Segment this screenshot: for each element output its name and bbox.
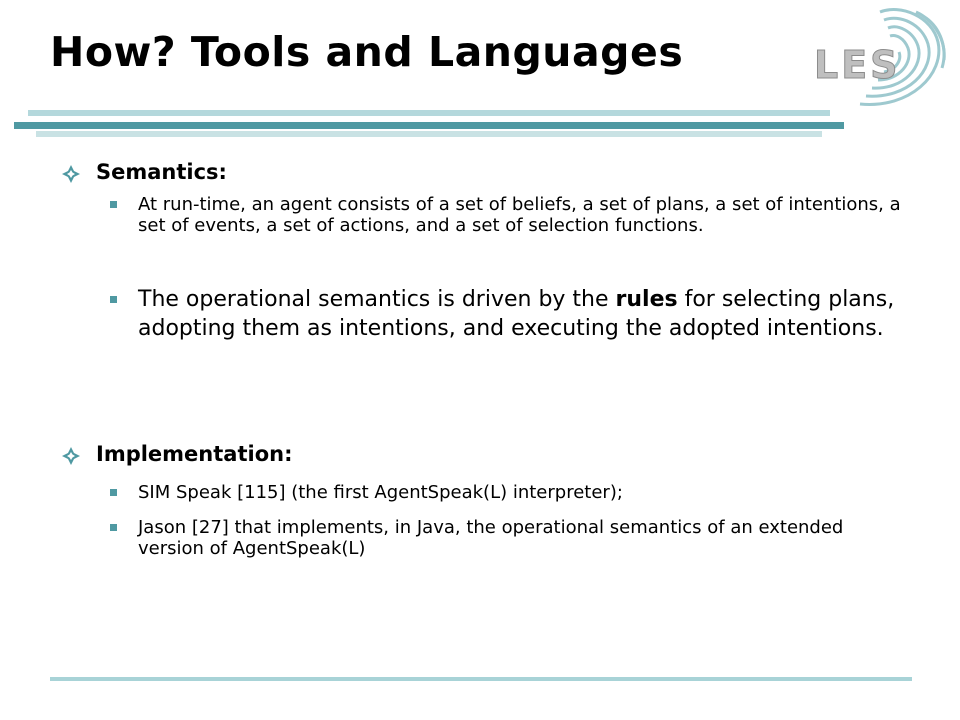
square-bullet-icon	[110, 489, 117, 496]
square-bullet-icon	[110, 296, 117, 303]
title-rule-light	[28, 110, 830, 116]
slide-title: How? Tools and Languages	[50, 28, 684, 76]
title-rule-pale	[36, 131, 822, 137]
section-heading-text: Semantics:	[96, 160, 227, 184]
list-item-text: At run-time, an agent consists of a set of beliefs, a set of plans, a set of intentions, a set of events, a set of actions, and a set of selection functions.	[138, 194, 901, 236]
footer-rule	[50, 677, 912, 681]
list-item-text: Jason [27] that implements, in Java, the operational semantics of an extended version of AgentSpeak(L)	[138, 517, 844, 559]
list-item-text: The operational semantics is driven by the rules for selecting plans, adopting them as intentions, and executing the adopted intentions.	[138, 287, 895, 341]
list-item-text: SIM Speak [115] (the first AgentSpeak(L) interpreter);	[138, 482, 623, 503]
square-bullet-icon	[110, 201, 117, 208]
square-bullet-icon	[110, 524, 117, 531]
les-logo	[800, 4, 950, 112]
section-heading-text: Implementation:	[96, 442, 293, 466]
title-rule-dark	[14, 122, 844, 129]
logo-text: LES	[814, 43, 901, 87]
diamond-bullet-icon	[62, 165, 80, 183]
diamond-bullet-icon	[62, 447, 80, 465]
emphasis-rules: rules	[615, 287, 678, 312]
